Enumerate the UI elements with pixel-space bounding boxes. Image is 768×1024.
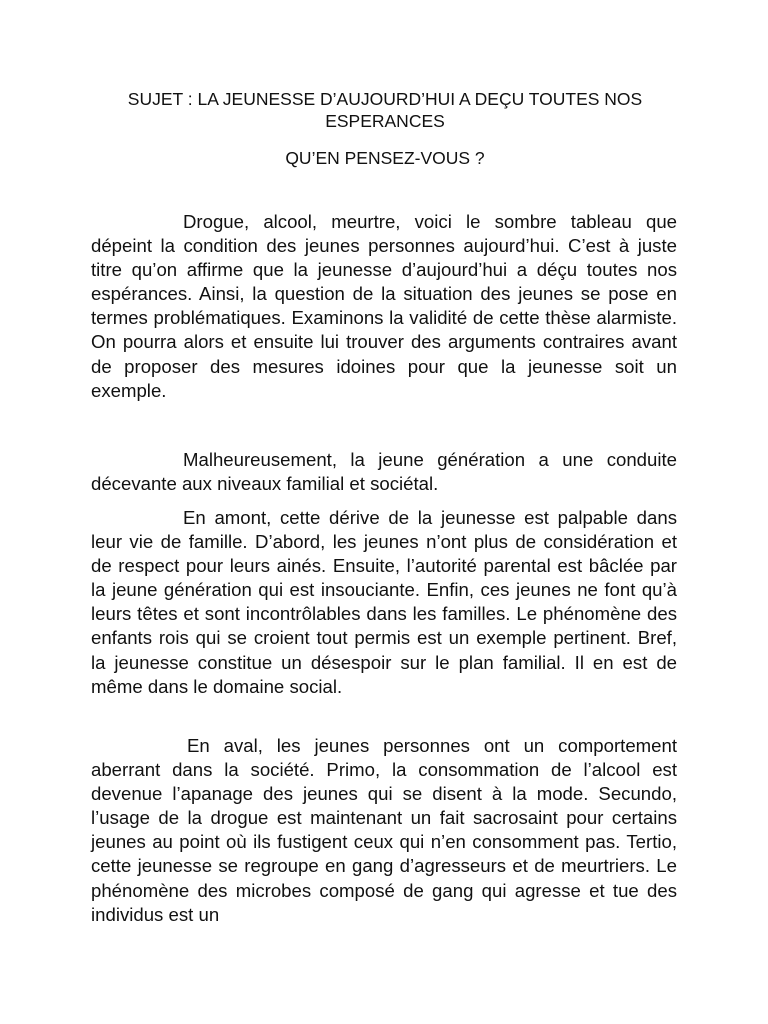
essay-question: QU’EN PENSEZ-VOUS ? xyxy=(285,148,485,168)
paragraph-thesis-announcement: Malheureusement, la jeune génération a une conduite décevante aux niveaux familial et sociétal. xyxy=(91,449,677,495)
essay-title: SUJET : LA JEUNESSE D’AUJOURD’HUI A DEÇU TOUTES NOS ESPERANCES xyxy=(127,89,643,131)
paragraph-introduction: Drogue, alcool, meurtre, voici le sombre tableau que dépeint la condition des jeunes personnes aujourd’hui. C’est à juste titre qu’on affirme que la jeunesse d’aujourd’hui a déçu toutes nos espérances. Ainsi, la question de la situation des jeunes se pose en termes problématiques. Examinons la validité de cette thèse alarmiste. On pourra alors et ensuite lui trouver des arguments contraires avant de proposer des mesures idoines pour que la jeunesse soit un exemple. xyxy=(91,211,677,401)
paragraph-family-argument: En amont, cette dérive de la jeunesse est palpable dans leur vie de famille. D’abord, les jeunes n’ont plus de considération et de respect pour leurs ainés. Ensuite, l’autorité parental est bâclée par la jeune génération qui est insouciante. Enfin, ces jeunes ne font qu’à leurs têtes et sont incontrôlables dans les familles. Le phénomène des enfants rois qui se croient tout permis est un exemple pertinent. Bref, la jeunesse constitue un désespoir sur le plan familial. Il en est de même dans le domaine social. xyxy=(91,507,677,697)
paragraph-society-argument: En aval, les jeunes personnes ont un comportement aberrant dans la société. Primo, la consommation de l’alcool est devenue l’apanage des jeunes qui se disent à la mode. Secundo, l’usage de la drogue est maintenant un fait sacrosaint pour certains jeunes au point où ils fustigent ceux qui n’en consomment pas. Tertio, cette jeunesse se regroupe en gang d’agresseurs et de meurtriers. Le phénomène des microbes composé de gang qui agresse et tue des individus est un xyxy=(91,735,677,925)
